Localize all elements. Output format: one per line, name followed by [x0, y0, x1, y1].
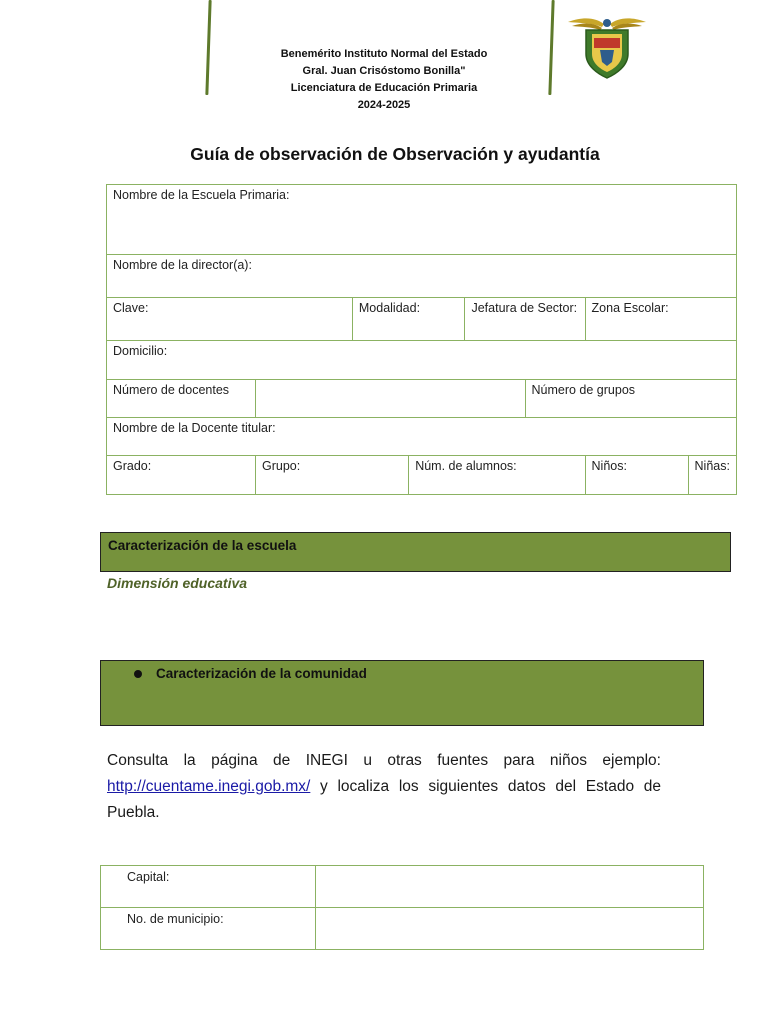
instructions-text-end: y localiza los siguientes datos del Estado de Puebla. [107, 778, 661, 821]
section-heading-escuela-text: Caracterización de la escuela [108, 538, 297, 553]
num-docentes-input[interactable] [256, 380, 526, 418]
director-field[interactable]: Nombre de la director(a): [107, 255, 737, 298]
num-alumnos-field[interactable]: Núm. de alumnos: [409, 456, 585, 495]
num-docentes-label: Número de docentes [107, 380, 256, 418]
municipios-label: No. de municipio: [101, 908, 316, 950]
ninos-field[interactable]: Niños: [585, 456, 688, 495]
capital-input[interactable] [316, 866, 704, 908]
section-heading-comunidad [100, 660, 704, 726]
section-heading-comunidad-text: Caracterización de la comunidad [156, 666, 367, 681]
institution-header [254, 46, 514, 114]
school-info-table [106, 184, 737, 495]
dimension-label: Dimensión educativa [107, 575, 248, 591]
grupo-field[interactable]: Grupo: [256, 456, 409, 495]
zona-escolar-field[interactable]: Zona Escolar: [585, 298, 736, 341]
program-name: Licenciatura de Educación Primaria [290, 82, 478, 94]
institution-crest-icon [566, 14, 648, 80]
municipios-input[interactable] [316, 908, 704, 950]
grado-field[interactable]: Grado: [107, 456, 256, 495]
section-heading-escuela [100, 532, 731, 572]
ninas-field[interactable]: Niñas: [688, 456, 736, 495]
document-title: Guía de observación de Observación y ayudantía [190, 144, 600, 164]
domicilio-field[interactable]: Domicilio: [107, 341, 737, 380]
header-divider-left [205, 0, 211, 95]
institution-name-2: Gral. Juan Crisóstomo Bonilla" [302, 65, 466, 77]
modalidad-field[interactable]: Modalidad: [352, 298, 465, 341]
bullet-icon [134, 670, 142, 678]
jefatura-field[interactable]: Jefatura de Sector: [465, 298, 585, 341]
school-name-field[interactable]: Nombre de la Escuela Primaria: [107, 185, 737, 255]
capital-label: Capital: [101, 866, 316, 908]
num-grupos-field[interactable]: Número de grupos [525, 380, 737, 418]
institution-name: Benemérito Instituto Normal del Estado [280, 48, 488, 60]
state-data-table [100, 865, 704, 950]
instructions-paragraph [107, 748, 661, 826]
school-year: 2024-2025 [357, 99, 411, 111]
clave-field[interactable]: Clave: [107, 298, 353, 341]
header-divider-right [548, 0, 554, 95]
inegi-link[interactable]: http://cuentame.inegi.gob.mx/ [107, 778, 311, 795]
docente-titular-field[interactable]: Nombre de la Docente titular: [107, 418, 737, 456]
instructions-text: Consulta la página de INEGI u otras fuentes para niños ejemplo: [107, 752, 661, 769]
